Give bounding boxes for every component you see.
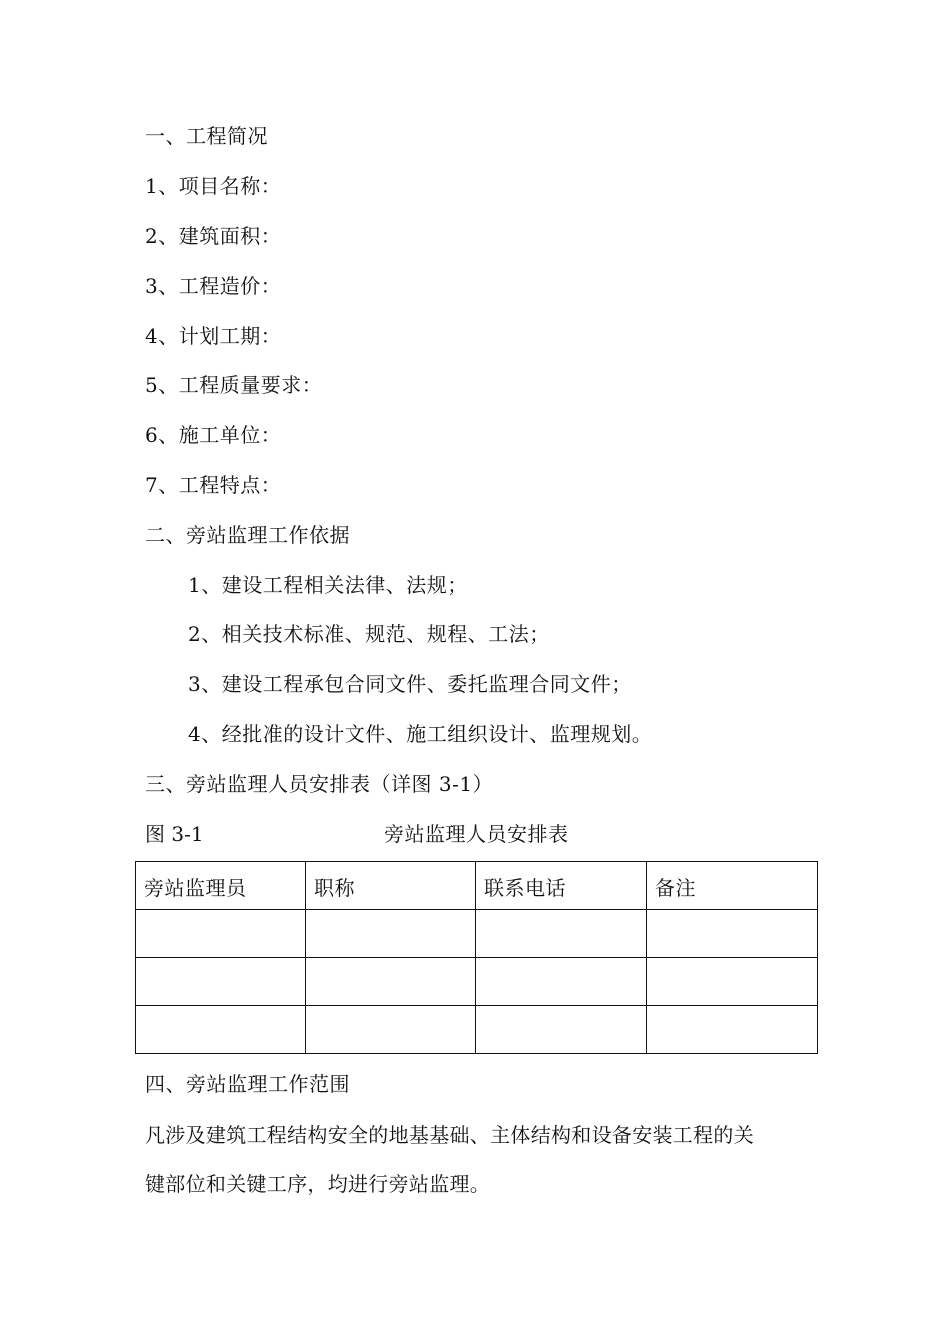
figure-label: 图 3-1 [145, 822, 204, 846]
table-row [136, 958, 818, 1006]
basis-item-1: 1、建设工程相关法律、法规； [188, 573, 468, 597]
figure-title: 旁站监理人员安排表 [384, 822, 569, 846]
table-cell [136, 910, 306, 958]
building-area-item: 2、建筑面积： [145, 224, 282, 248]
header-cell-supervisor [136, 862, 306, 910]
staff-arrangement-table [135, 861, 818, 1054]
table-cell [306, 1006, 476, 1054]
section-heading-1: 一、工程简况 [145, 124, 268, 148]
header-label: 联系电话 [484, 876, 566, 900]
table-cell [647, 1006, 818, 1054]
project-name-item: 1、项目名称： [145, 174, 282, 198]
table-cell [476, 910, 647, 958]
header-cell-phone [476, 862, 647, 910]
basis-item-4: 4、经批准的设计文件、施工组织设计、监理规划。 [188, 722, 653, 746]
header-cell-remarks [647, 862, 818, 910]
table-cell [306, 958, 476, 1006]
construction-unit-item: 6、施工单位： [145, 423, 282, 447]
scope-paragraph-line-1: 凡涉及建筑工程结构安全的地基基础、主体结构和设备安装工程的关 [145, 1123, 754, 1147]
header-label: 备注 [655, 876, 696, 900]
header-cell-title [306, 862, 476, 910]
section-heading-4: 四、旁站监理工作范围 [145, 1072, 350, 1096]
section-heading-2: 二、旁站监理工作依据 [145, 523, 350, 547]
project-cost-item: 3、工程造价： [145, 274, 282, 298]
table-cell [306, 910, 476, 958]
table-cell [647, 958, 818, 1006]
table-cell [136, 1006, 306, 1054]
quality-requirement-item: 5、工程质量要求： [145, 373, 323, 397]
planned-schedule-item: 4、计划工期： [145, 324, 282, 348]
basis-item-3: 3、建设工程承包合同文件、委托监理合同文件； [188, 672, 632, 696]
scope-paragraph-line-2: 键部位和关键工序，均进行旁站监理。 [145, 1172, 491, 1196]
table-cell [647, 910, 818, 958]
basis-item-2: 2、相关技术标准、规范、规程、工法； [188, 622, 550, 646]
project-features-item: 7、工程特点： [145, 473, 282, 497]
table-cell [136, 958, 306, 1006]
table-row [136, 910, 818, 958]
table-header-row [136, 862, 818, 910]
table-row [136, 1006, 818, 1054]
table-cell [476, 1006, 647, 1054]
table-cell [476, 958, 647, 1006]
header-label: 旁站监理员 [144, 876, 247, 900]
section-heading-3: 三、旁站监理人员安排表（详图 3-1） [145, 772, 494, 796]
header-label: 职称 [314, 876, 355, 900]
